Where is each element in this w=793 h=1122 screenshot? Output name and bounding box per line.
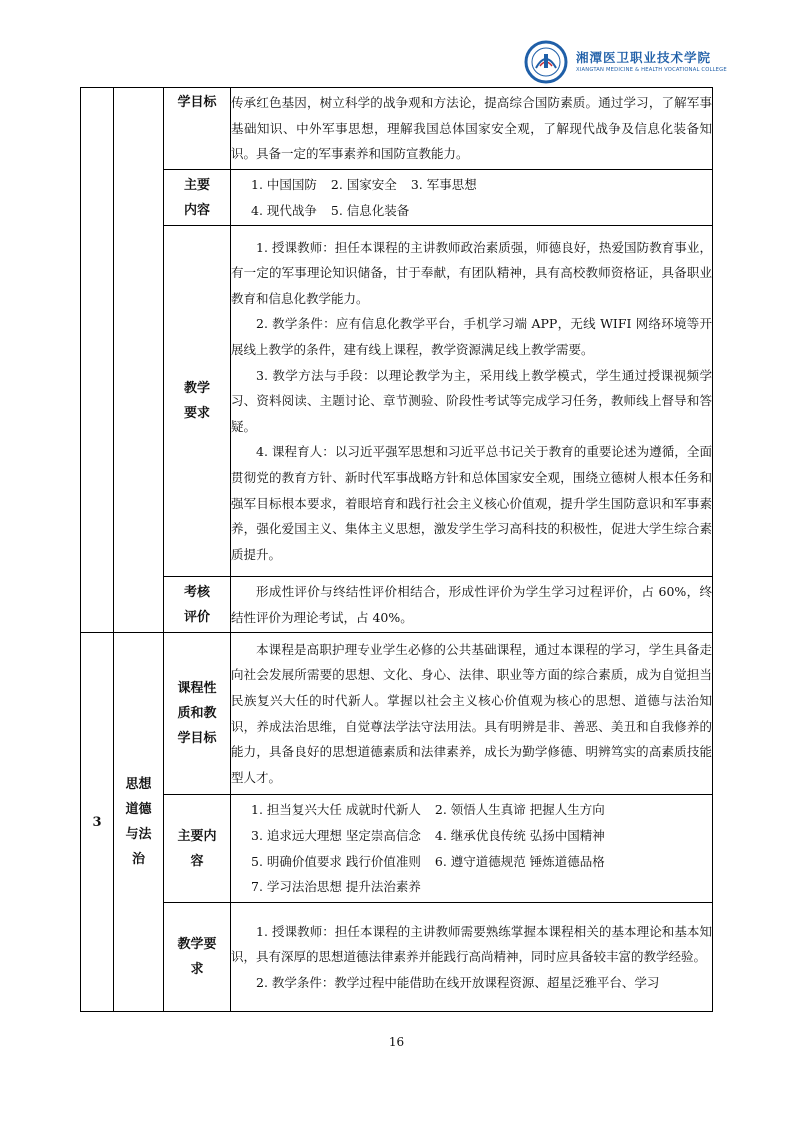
- requirements-cell: [231, 903, 713, 1012]
- requirements-label-line-2: 要求: [183, 406, 210, 421]
- course-number-cell-empty: [81, 88, 114, 633]
- content-item: 2. 国家安全: [330, 176, 397, 192]
- content-list: [231, 795, 713, 903]
- school-emblem-icon: [524, 40, 568, 84]
- school-logo: [524, 40, 756, 84]
- requirement-paragraph: 2. 教学条件：应有信息化教学平台，手机学习端 APP，无线 WIFI 网络环境等开展线上教学的条件，建有线上课程，教学资源满足线上教学需要。: [231, 316, 712, 358]
- table-row: [81, 226, 713, 577]
- school-name-en: XIANGTAN MEDICINE & HEALTH VOCATIONAL COLLEGE: [576, 67, 727, 73]
- requirement-paragraph: 2. 教学条件：教学过程中能借助在线开放课程资源、超星泛雅平台、学习: [256, 974, 660, 990]
- course-name-cell: [114, 633, 164, 1012]
- requirements-cell: [231, 226, 713, 577]
- objective-text-cell: [231, 88, 713, 170]
- content-item: 4. 现代战争: [251, 202, 317, 218]
- nature-text-cell: [231, 633, 713, 795]
- nature-label-line: 质和教: [177, 706, 217, 721]
- requirement-paragraph: 1. 授课教师：担任本课程的主讲教师需要熟练掌握本课程相关的基本理论和基本知识，具有深厚的思想道德法律素养并能践行高尚精神，同时应具备较丰富的教学经验。: [231, 923, 712, 965]
- assessment-label-line-1: 考核: [183, 584, 210, 600]
- content-item: 3. 军事思想: [410, 176, 477, 192]
- objective-label: 学目标: [164, 88, 231, 170]
- page-number: 16: [388, 1035, 405, 1049]
- content-item: 4. 继承优良传统 弘扬中国精神: [434, 827, 605, 843]
- content-item: 6. 遵守道德规范 锤炼道德品格: [434, 853, 605, 869]
- content-item: 2. 领悟人生真谛 把握人生方向: [434, 802, 605, 818]
- content-item: 5. 明确价值要求 践行价值准则: [251, 853, 421, 869]
- content-label-line-2: 内容: [183, 202, 210, 218]
- table-row: [81, 795, 713, 903]
- content-label-line: 容: [190, 853, 204, 869]
- course-number: 3: [81, 633, 114, 1012]
- objective-text: 传承红色基因，树立科学的战争观和方法论，提高综合国防素质。通过学习，了解军事基础知识、中外军事思想，理解我国总体国家安全观，了解现代战争及信息化装备知识。具备一定的军事素养和国防宣教能力。: [231, 95, 712, 162]
- requirement-paragraph: 3. 教学方法与手段：以理论教学为主，采用线上教学模式，学生通过授课视频学习、资料阅读、主题讨论、章节测验、阶段性考试等完成学习任务，教师线上督导和答疑。: [231, 367, 712, 434]
- course-name-line: 与法: [125, 827, 152, 842]
- requirements-label-line-1: 教学: [183, 381, 210, 396]
- content-label-cell: [164, 795, 231, 903]
- nature-text: 本课程是高职护理专业学生必修的公共基础课程，通过本课程的学习，学生具备走向社会发展所需要的思想、文化、身心、法律、职业等方面的综合素质，成为自觉担当民族复兴大任的时代新人。掌握以社会主义核心价值观为核心的思想、道德与法治知识，养成法治思维，自觉尊法学法守法用法。具有明辨是非、善恶、美丑和自我修养的能力，具备良好的思想道德素质和法律素养，成长为勤学修德、明辨笃实的高素质技能型人才。: [231, 641, 712, 785]
- content-item: 3. 追求远大理想 坚定崇高信念: [251, 827, 421, 843]
- requirements-label-line: 求: [190, 962, 204, 977]
- assessment-label-cell: [164, 577, 231, 633]
- content-label-line-1: 主要: [183, 177, 210, 193]
- course-name-cell-empty: [114, 88, 164, 633]
- table-row: [81, 633, 713, 795]
- content-item: 5. 信息化装备: [330, 202, 410, 218]
- content-item: 7. 学习法治思想 提升法治素养: [251, 879, 421, 895]
- nature-label-line: 学目标: [177, 731, 217, 746]
- requirements-label-line: 教学要: [177, 937, 217, 952]
- content-label-line: 主要内: [177, 828, 217, 844]
- assessment-text: 形成性评价与终结性评价相结合，形成性评价为学生学习过程评价，占 60%，终结性评价为理论考试，占 40%。: [231, 583, 712, 625]
- requirement-paragraph: 1. 授课教师：担任本课程的主讲教师政治素质强，师德良好，热爱国防教育事业，有一定的军事理论知识储备，甘于奉献，有团队精神，具有高校教师资格证，具备职业教育和信息化教学能力。: [231, 239, 712, 306]
- assessment-cell: [231, 577, 713, 633]
- table-row: [81, 903, 713, 1012]
- nature-label-line: 课程性: [177, 681, 217, 696]
- content-item: 1. 中国国防: [251, 176, 317, 192]
- requirements-label-cell: [164, 226, 231, 577]
- course-table: [80, 87, 713, 1012]
- requirements-label-cell: [164, 903, 231, 1012]
- requirement-paragraph: 4. 课程育人：以习近平强军思想和习近平总书记关于教育的重要论述为遵循，全面贯彻党的教育方针、新时代军事战略方针和总体国家安全观，围绕立德树人根本任务和强军目标根本要求，着眼培育和践行社会主义核心价值观，提升学生国防意识和军事素养，强化爱国主义、集体主义思想，激发学生学习高科技的积极性，促进大学生综合素质提升。: [231, 444, 712, 562]
- content-label-cell: [164, 170, 231, 226]
- assessment-label-line-2: 评价: [183, 609, 210, 625]
- content-list: [231, 170, 713, 226]
- table-row: [81, 88, 713, 170]
- course-name-line: 道德: [125, 802, 152, 817]
- table-row: [81, 577, 713, 633]
- content-item: 1. 担当复兴大任 成就时代新人: [251, 802, 421, 818]
- course-name-line: 治: [131, 852, 145, 867]
- table-row: [81, 170, 713, 226]
- nature-label-cell: [164, 633, 231, 795]
- school-name-cn: 湘潭医卫职业技术学院: [576, 50, 712, 65]
- course-name-line: 思想: [125, 777, 152, 792]
